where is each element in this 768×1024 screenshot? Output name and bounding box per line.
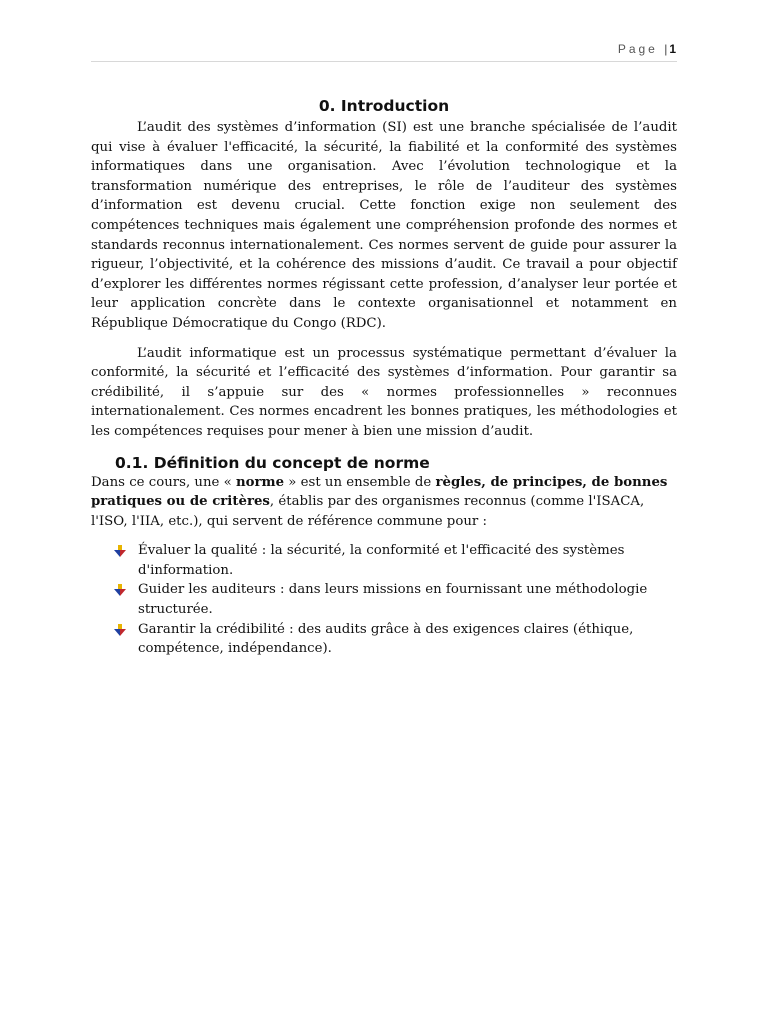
list-item	[138, 580, 677, 619]
intro-heading: 0. Introduction	[318, 97, 450, 115]
criteria-list	[91, 541, 677, 659]
list-item	[138, 541, 677, 580]
page-number: 1	[669, 42, 676, 56]
definition-bold-norme: norme	[235, 474, 285, 490]
list-item-text: Évaluer la qualité : la sécurité, la conformité et l'efficacité des systèmes d'information.	[138, 543, 625, 578]
page-header	[618, 42, 676, 56]
header-divider	[91, 61, 677, 62]
list-item	[138, 620, 677, 659]
intro-paragraph-1: L’audit des systèmes d’information (SI) est une branche spécialisée de l’audit qui vise à évaluer l'efficacité, la sécurité, la fiabilité et la conformité des systèmes informatiques dans une organisation. Avec l’évolution technologique et la transformation numérique des entreprises, le rôle de l’auditeur des systèmes d’information est devenu crucial. Cette fonction exige non seulement des compétences techniques mais également une compréhension profonde des normes et standards reconnus internationalement. Ces normes servent de guide pour assurer la rigueur, l’objectivité, et la cohérence des missions d’audit. Ce travail a pour objectif d’explorer les différentes normes régissant cette profession, d’analyser leur portée et leur application concrète dans le contexte organisationnel et notamment en République Démocratique du Congo (RDC).	[91, 120, 677, 331]
list-item-text: Guider les auditeurs : dans leurs missions en fournissant une méthodologie structurée.	[138, 582, 648, 618]
arrow-down-bullet-icon	[114, 545, 126, 557]
list-item-text: Garantir la crédibilité : des audits grâce à des exigences claires (éthique, compétence, indépendance).	[138, 621, 634, 657]
definition-text-2: » est un ensemble de	[284, 474, 436, 490]
intro-paragraph-2: L’audit informatique est un processus systématique permettant d’évaluer la conformité, la sécurité et l’efficacité des systèmes d’information. Pour garantir sa crédibilité, il s’appuie sur des « normes professionnelles » reconnues internationalement. Ces normes encadrent les bonnes pratiques, les méthodologies et les compétences requises pour mener à bien une mission d’audit.	[91, 345, 677, 439]
definition-text-3: , établis par des organismes reconnus (comme l'ISACA, l'ISO, l'IIA, etc.), qui servent de référence commune pour :	[91, 494, 645, 529]
definition-paragraph	[91, 473, 677, 532]
arrow-down-bullet-icon	[114, 624, 126, 636]
page-label: Page	[617, 42, 658, 56]
definition-text-1: Dans ce cours, une «	[91, 474, 236, 490]
section-heading: 0.1. Définition du concept de norme	[115, 453, 430, 472]
page-separator: |	[664, 42, 668, 56]
definition-bold-rules: règles, de principes, de bonnes pratiques ou de critères	[91, 474, 668, 510]
arrow-down-bullet-icon	[114, 584, 126, 596]
document-body	[91, 96, 677, 659]
